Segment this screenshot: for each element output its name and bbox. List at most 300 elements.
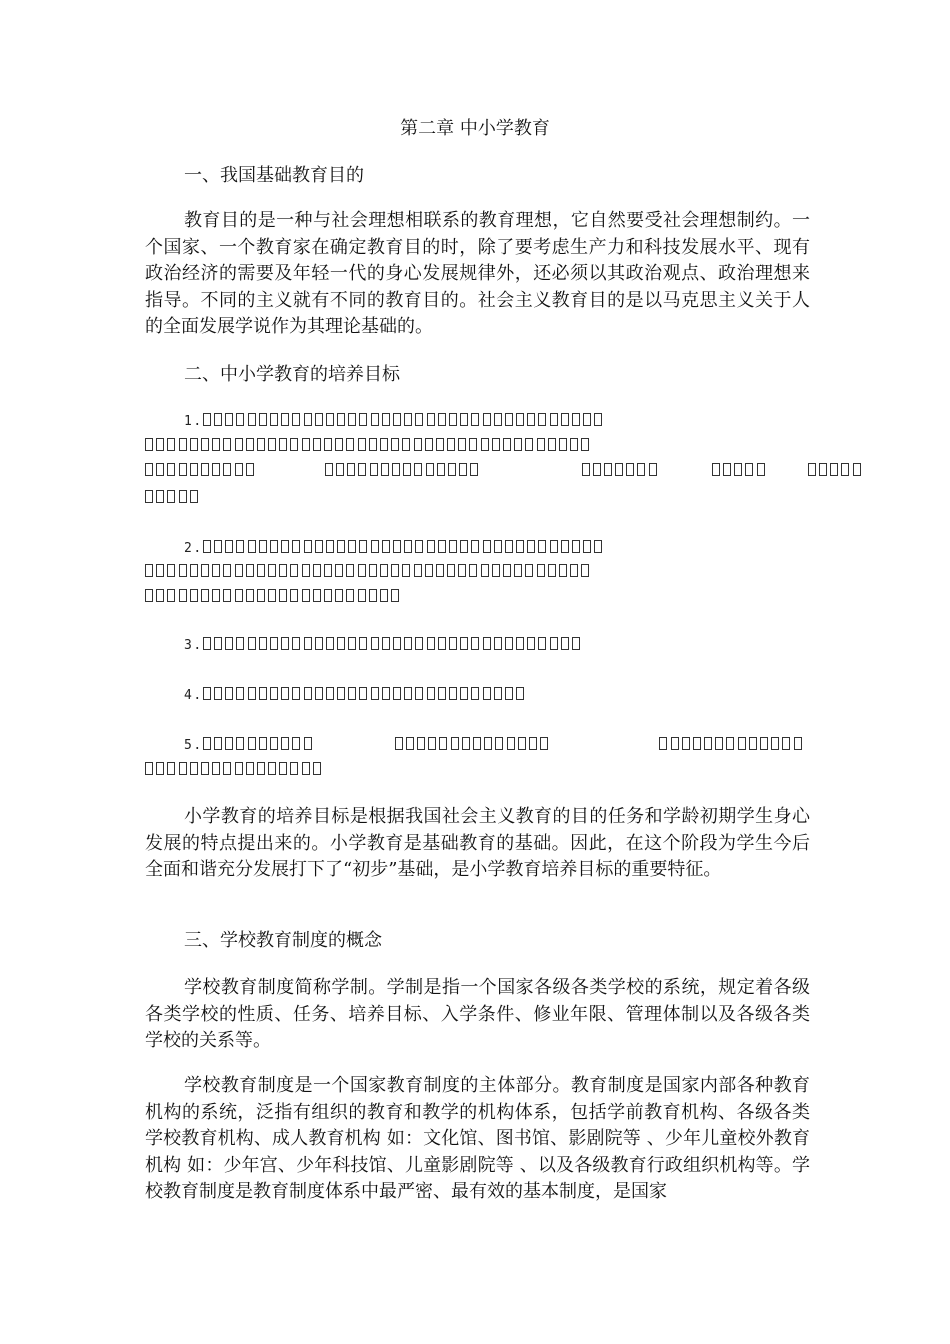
- missing-glyph-box: [179, 438, 187, 451]
- section-heading-1: 一、我国基础教育目的: [184, 165, 364, 186]
- missing-glyph-box: [346, 564, 354, 577]
- missing-glyph-box: [572, 540, 580, 553]
- missing-glyph-box: [246, 564, 254, 577]
- missing-glyph-box: [550, 540, 558, 553]
- missing-glyph-box: [492, 564, 500, 577]
- missing-glyph-box: [145, 564, 153, 577]
- missing-glyph-box: [346, 438, 354, 451]
- missing-glyph-box: [525, 564, 533, 577]
- missing-glyph-box: [290, 589, 298, 602]
- missing-glyph-box: [406, 737, 414, 750]
- missing-glyph-box: [460, 637, 468, 650]
- missing-glyph-box: [481, 564, 489, 577]
- missing-glyph-box: [782, 737, 790, 750]
- missing-glyph-boxes: [325, 464, 482, 479]
- missing-glyph-box: [270, 737, 278, 750]
- missing-glyph-box: [582, 463, 590, 476]
- missing-glyph-box: [518, 737, 526, 750]
- missing-glyph-boxes: [582, 464, 660, 479]
- missing-glyph-box: [469, 564, 477, 577]
- missing-glyph-box: [581, 564, 589, 577]
- missing-glyph-box: [537, 564, 545, 577]
- missing-glyph-boxes: [145, 491, 201, 506]
- missing-glyph-box: [281, 540, 289, 553]
- missing-glyph-box: [414, 564, 422, 577]
- missing-glyph-box: [257, 438, 265, 451]
- missing-glyph-box: [459, 463, 467, 476]
- missing-glyph-box: [290, 438, 298, 451]
- missing-glyph-box: [371, 413, 379, 426]
- missing-glyph-box: [313, 438, 321, 451]
- missing-glyph-box: [395, 737, 403, 750]
- missing-glyph-box: [279, 762, 287, 775]
- missing-glyph-box: [391, 438, 399, 451]
- missing-glyph-box: [438, 540, 446, 553]
- missing-glyph-box: [236, 737, 244, 750]
- missing-glyph-box: [336, 463, 344, 476]
- missing-glyph-box: [414, 438, 422, 451]
- missing-glyph-box: [671, 737, 679, 750]
- missing-glyph-boxes: [395, 738, 552, 753]
- missing-glyph-box: [438, 637, 446, 650]
- missing-glyph-box: [279, 589, 287, 602]
- missing-glyph-box: [382, 540, 390, 553]
- missing-glyph-box: [583, 413, 591, 426]
- missing-glyph-box: [304, 540, 312, 553]
- missing-glyph-box: [538, 413, 546, 426]
- missing-glyph-box: [203, 540, 211, 553]
- missing-glyph-box: [495, 737, 503, 750]
- missing-glyph-box: [270, 637, 278, 650]
- missing-glyph-box: [259, 737, 267, 750]
- missing-glyph-box: [359, 687, 367, 700]
- missing-glyph-box: [270, 413, 278, 426]
- missing-glyph-box: [315, 637, 323, 650]
- missing-glyph-box: [212, 463, 220, 476]
- missing-glyph-box: [223, 762, 231, 775]
- goal-item-1-line-2: [145, 434, 593, 460]
- missing-glyph-box: [203, 637, 211, 650]
- missing-glyph-box: [145, 589, 153, 602]
- missing-glyph-box: [190, 762, 198, 775]
- missing-glyph-box: [212, 762, 220, 775]
- missing-glyph-box: [326, 540, 334, 553]
- missing-glyph-box: [190, 564, 198, 577]
- missing-glyph-box: [462, 737, 470, 750]
- missing-glyph-box: [358, 463, 366, 476]
- missing-glyph-box: [259, 637, 267, 650]
- paragraph-school-system-main: 学校教育制度是一个国家教育制度的主体部分。教育制度是国家内部各种教育机构的系统，泛指有组织的教育和教学的机构体系，包括学前教育机构、各级各类学校教育机构、成人教育机构 如：文化馆、图书馆、影剧院等 、少年儿童校外教育机构 如：少年宫、少年科技馆、儿童影剧院等 、以及各级教育行政组织机构等。学校教育制度是教育制度体系中最严密、最有效的基本制度，是国家: [145, 1075, 810, 1202]
- missing-glyph-box: [225, 540, 233, 553]
- missing-glyph-box: [853, 463, 861, 476]
- missing-glyph-box: [527, 540, 535, 553]
- paragraph-primary-goal: 小学教育的培养目标是根据我国社会主义教育的目的任务和学龄初期学生身心发展的特点提出来的。小学教育是基础教育的基础。因此，在这个阶段为学生今后全面和谐充分发展打下了“初步”基础，是小学教育培养目标的重要特征。: [145, 806, 810, 880]
- missing-glyph-box: [337, 540, 345, 553]
- missing-glyph-box: [403, 463, 411, 476]
- missing-glyph-box: [449, 687, 457, 700]
- missing-glyph-box: [649, 463, 657, 476]
- missing-glyph-box: [214, 737, 222, 750]
- missing-glyph-box: [438, 413, 446, 426]
- missing-glyph-box: [626, 463, 634, 476]
- missing-glyph-box: [201, 762, 209, 775]
- missing-glyph-box: [225, 737, 233, 750]
- missing-glyph-box: [369, 564, 377, 577]
- missing-glyph-box: [235, 463, 243, 476]
- missing-glyph-box: [167, 490, 175, 503]
- missing-glyph-box: [214, 413, 222, 426]
- missing-glyph-box: [771, 737, 779, 750]
- missing-glyph-box: [471, 540, 479, 553]
- missing-glyph-box: [337, 637, 345, 650]
- missing-glyph-box: [225, 413, 233, 426]
- missing-glyph-box: [503, 564, 511, 577]
- goal-item-5-line-2: [145, 758, 324, 784]
- missing-glyph-box: [483, 540, 491, 553]
- missing-glyph-box: [483, 687, 491, 700]
- missing-glyph-box: [335, 589, 343, 602]
- missing-glyph-box: [292, 687, 300, 700]
- missing-glyph-box: [302, 589, 310, 602]
- missing-glyph-box: [246, 438, 254, 451]
- missing-glyph-box: [449, 413, 457, 426]
- missing-glyph-box: [268, 438, 276, 451]
- missing-glyph-box: [324, 438, 332, 451]
- missing-glyph-box: [572, 413, 580, 426]
- missing-glyph-box: [302, 438, 310, 451]
- missing-glyph-box: [402, 564, 410, 577]
- missing-glyph-box: [382, 637, 390, 650]
- missing-glyph-box: [212, 438, 220, 451]
- missing-glyph-box: [304, 687, 312, 700]
- missing-glyph-box: [259, 413, 267, 426]
- missing-glyph-box: [594, 540, 602, 553]
- missing-glyph-box: [145, 463, 153, 476]
- missing-glyph-box: [167, 564, 175, 577]
- missing-glyph-box: [505, 540, 513, 553]
- missing-glyph-box: [537, 438, 545, 451]
- missing-glyph-box: [415, 413, 423, 426]
- missing-glyph-box: [347, 463, 355, 476]
- missing-glyph-box: [715, 737, 723, 750]
- missing-glyph-box: [225, 637, 233, 650]
- missing-glyph-box: [359, 540, 367, 553]
- missing-glyph-box: [201, 463, 209, 476]
- missing-glyph-box: [548, 564, 556, 577]
- missing-glyph-box: [257, 762, 265, 775]
- missing-glyph-boxes: [145, 763, 324, 778]
- missing-glyph-box: [270, 687, 278, 700]
- missing-glyph-box: [414, 463, 422, 476]
- missing-glyph-box: [315, 540, 323, 553]
- missing-glyph-box: [723, 463, 731, 476]
- missing-glyph-box: [427, 540, 435, 553]
- missing-glyph-boxes: [712, 464, 768, 479]
- missing-glyph-box: [370, 463, 378, 476]
- chapter-title: 第二章 中小学教育: [400, 118, 550, 139]
- missing-glyph-box: [484, 737, 492, 750]
- missing-glyph-box: [447, 438, 455, 451]
- missing-glyph-box: [223, 438, 231, 451]
- missing-glyph-box: [393, 540, 401, 553]
- section-heading-3: 三、学校教育制度的概念: [184, 930, 382, 951]
- missing-glyph-box: [214, 687, 222, 700]
- missing-glyph-box: [483, 637, 491, 650]
- missing-glyph-box: [236, 687, 244, 700]
- missing-glyph-box: [313, 589, 321, 602]
- missing-glyph-box: [460, 540, 468, 553]
- missing-glyph-box: [469, 438, 477, 451]
- missing-glyph-box: [494, 413, 502, 426]
- missing-glyph-box: [514, 438, 522, 451]
- missing-glyph-box: [359, 413, 367, 426]
- missing-glyph-box: [246, 463, 254, 476]
- missing-glyph-box: [428, 737, 436, 750]
- missing-glyph-box: [830, 463, 838, 476]
- missing-glyph-box: [292, 540, 300, 553]
- missing-glyph-box: [693, 737, 701, 750]
- missing-glyph-box: [559, 438, 567, 451]
- goal-item-2-line-3: [145, 585, 402, 611]
- missing-glyph-boxes: [203, 688, 527, 703]
- missing-glyph-box: [458, 438, 466, 451]
- missing-glyph-box: [358, 438, 366, 451]
- goal-item-2-line-1: [184, 536, 606, 562]
- missing-glyph-box: [335, 564, 343, 577]
- missing-glyph-box: [223, 564, 231, 577]
- missing-glyph-box: [704, 737, 712, 750]
- missing-glyph-boxes: [659, 738, 804, 753]
- missing-glyph-box: [179, 762, 187, 775]
- paragraph-school-system-def: 学校教育制度简称学制。学制是指一个国家各级各类学校的系统，规定着各级各类学校的性质、任务、培养目标、入学条件、修业年限、管理体制以及各级各类学校的关系等。: [145, 977, 810, 1051]
- missing-glyph-box: [348, 687, 356, 700]
- goal-item-1-number: 1.: [184, 414, 203, 429]
- missing-glyph-box: [214, 637, 222, 650]
- missing-glyph-box: [449, 540, 457, 553]
- missing-glyph-box: [259, 540, 267, 553]
- goal-item-1-line-3: [145, 459, 864, 485]
- missing-glyph-box: [236, 637, 244, 650]
- missing-glyph-box: [570, 438, 578, 451]
- missing-glyph-box: [167, 589, 175, 602]
- missing-glyph-box: [404, 637, 412, 650]
- missing-glyph-box: [404, 413, 412, 426]
- missing-glyph-box: [179, 463, 187, 476]
- missing-glyph-boxes: [145, 464, 257, 479]
- missing-glyph-box: [156, 564, 164, 577]
- missing-glyph-box: [290, 564, 298, 577]
- missing-glyph-box: [550, 637, 558, 650]
- missing-glyph-box: [167, 463, 175, 476]
- missing-glyph-box: [270, 540, 278, 553]
- missing-glyph-box: [415, 540, 423, 553]
- missing-glyph-box: [581, 438, 589, 451]
- missing-glyph-box: [380, 564, 388, 577]
- missing-glyph-box: [279, 564, 287, 577]
- missing-glyph-box: [382, 687, 390, 700]
- missing-glyph-box: [281, 737, 289, 750]
- missing-glyph-box: [494, 637, 502, 650]
- missing-glyph-box: [235, 438, 243, 451]
- missing-glyph-box: [292, 637, 300, 650]
- missing-glyph-box: [248, 540, 256, 553]
- missing-glyph-box: [561, 540, 569, 553]
- missing-glyph-box: [583, 540, 591, 553]
- missing-glyph-boxes: [203, 414, 606, 429]
- missing-glyph-boxes: [145, 565, 593, 580]
- missing-glyph-boxes: [808, 464, 864, 479]
- missing-glyph-box: [201, 438, 209, 451]
- missing-glyph-box: [427, 687, 435, 700]
- missing-glyph-box: [494, 540, 502, 553]
- missing-glyph-box: [324, 564, 332, 577]
- missing-glyph-boxes: [145, 439, 593, 454]
- missing-glyph-box: [190, 463, 198, 476]
- missing-glyph-box: [156, 762, 164, 775]
- missing-glyph-box: [313, 564, 321, 577]
- missing-glyph-boxes: [203, 541, 606, 556]
- missing-glyph-box: [212, 589, 220, 602]
- missing-glyph-box: [393, 637, 401, 650]
- missing-glyph-box: [415, 637, 423, 650]
- missing-glyph-box: [201, 589, 209, 602]
- missing-glyph-box: [348, 637, 356, 650]
- missing-glyph-box: [302, 564, 310, 577]
- missing-glyph-box: [760, 737, 768, 750]
- missing-glyph-box: [302, 762, 310, 775]
- missing-glyph-box: [279, 438, 287, 451]
- missing-glyph-box: [223, 463, 231, 476]
- goal-item-5-number: 5.: [184, 738, 203, 753]
- missing-glyph-box: [369, 438, 377, 451]
- missing-glyph-box: [505, 637, 513, 650]
- missing-glyph-box: [505, 413, 513, 426]
- missing-glyph-box: [393, 687, 401, 700]
- missing-glyph-box: [257, 589, 265, 602]
- missing-glyph-box: [381, 463, 389, 476]
- missing-glyph-box: [212, 564, 220, 577]
- missing-glyph-box: [392, 463, 400, 476]
- missing-glyph-box: [494, 687, 502, 700]
- missing-glyph-box: [167, 762, 175, 775]
- missing-glyph-box: [593, 463, 601, 476]
- missing-glyph-box: [324, 589, 332, 602]
- missing-glyph-box: [415, 687, 423, 700]
- missing-glyph-box: [358, 589, 366, 602]
- missing-glyph-box: [538, 540, 546, 553]
- missing-glyph-box: [326, 413, 334, 426]
- missing-glyph-box: [745, 463, 753, 476]
- missing-glyph-box: [325, 463, 333, 476]
- missing-glyph-box: [425, 438, 433, 451]
- missing-glyph-box: [268, 762, 276, 775]
- missing-glyph-box: [145, 762, 153, 775]
- missing-glyph-box: [236, 413, 244, 426]
- missing-glyph-box: [304, 413, 312, 426]
- missing-glyph-box: [516, 540, 524, 553]
- missing-glyph-box: [304, 637, 312, 650]
- missing-glyph-box: [248, 737, 256, 750]
- missing-glyph-box: [156, 589, 164, 602]
- missing-glyph-box: [460, 687, 468, 700]
- missing-glyph-box: [507, 737, 515, 750]
- missing-glyph-box: [248, 687, 256, 700]
- missing-glyph-box: [527, 413, 535, 426]
- missing-glyph-box: [393, 413, 401, 426]
- missing-glyph-box: [738, 737, 746, 750]
- missing-glyph-box: [315, 413, 323, 426]
- missing-glyph-box: [382, 413, 390, 426]
- missing-glyph-boxes: [145, 590, 402, 605]
- missing-glyph-box: [514, 564, 522, 577]
- missing-glyph-box: [268, 564, 276, 577]
- missing-glyph-box: [525, 438, 533, 451]
- missing-glyph-box: [248, 413, 256, 426]
- goal-item-5-line-1: [184, 733, 805, 759]
- missing-glyph-box: [259, 687, 267, 700]
- missing-glyph-box: [156, 463, 164, 476]
- missing-glyph-box: [326, 687, 334, 700]
- missing-glyph-box: [712, 463, 720, 476]
- missing-glyph-box: [404, 540, 412, 553]
- missing-glyph-box: [337, 687, 345, 700]
- missing-glyph-box: [223, 589, 231, 602]
- missing-glyph-box: [483, 413, 491, 426]
- missing-glyph-box: [358, 564, 366, 577]
- missing-glyph-boxes: [203, 738, 315, 753]
- missing-glyph-box: [292, 413, 300, 426]
- missing-glyph-box: [538, 637, 546, 650]
- missing-glyph-box: [201, 564, 209, 577]
- goal-item-3-line-1: [184, 633, 583, 659]
- missing-glyph-box: [436, 438, 444, 451]
- missing-glyph-box: [527, 637, 535, 650]
- missing-glyph-box: [167, 438, 175, 451]
- missing-glyph-box: [391, 589, 399, 602]
- missing-glyph-box: [473, 737, 481, 750]
- missing-glyph-box: [248, 637, 256, 650]
- missing-glyph-box: [436, 564, 444, 577]
- missing-glyph-box: [451, 737, 459, 750]
- missing-glyph-box: [439, 737, 447, 750]
- missing-glyph-box: [190, 490, 198, 503]
- missing-glyph-box: [337, 413, 345, 426]
- missing-glyph-boxes: [203, 638, 583, 653]
- missing-glyph-box: [346, 589, 354, 602]
- missing-glyph-box: [438, 687, 446, 700]
- missing-glyph-box: [281, 687, 289, 700]
- missing-glyph-box: [615, 463, 623, 476]
- missing-glyph-box: [402, 438, 410, 451]
- missing-glyph-box: [734, 463, 742, 476]
- missing-glyph-box: [604, 463, 612, 476]
- missing-glyph-box: [235, 564, 243, 577]
- missing-glyph-box: [808, 463, 816, 476]
- missing-glyph-box: [570, 564, 578, 577]
- missing-glyph-box: [348, 413, 356, 426]
- missing-glyph-box: [458, 564, 466, 577]
- missing-glyph-box: [437, 463, 445, 476]
- missing-glyph-box: [559, 564, 567, 577]
- missing-glyph-box: [726, 737, 734, 750]
- paragraph-education-aim: 教育目的是一种与社会理想相联系的教育理想，它自然要受社会理想制约。一个国家、一个教育家在确定教育目的时，除了要考虑生产力和科技发展水平、现有政治经济的需要及年轻一代的身心发展规律外，还必须以其政治观点、政治理想来指导。不同的主义就有不同的教育目的。社会主义教育目的是以马克思主义关于人的全面发展学说作为其理论基础的。: [145, 210, 810, 337]
- goal-item-4-number: 4.: [184, 688, 203, 703]
- missing-glyph-box: [471, 413, 479, 426]
- missing-glyph-box: [481, 438, 489, 451]
- missing-glyph-box: [369, 589, 377, 602]
- missing-glyph-box: [214, 540, 222, 553]
- missing-glyph-box: [516, 637, 524, 650]
